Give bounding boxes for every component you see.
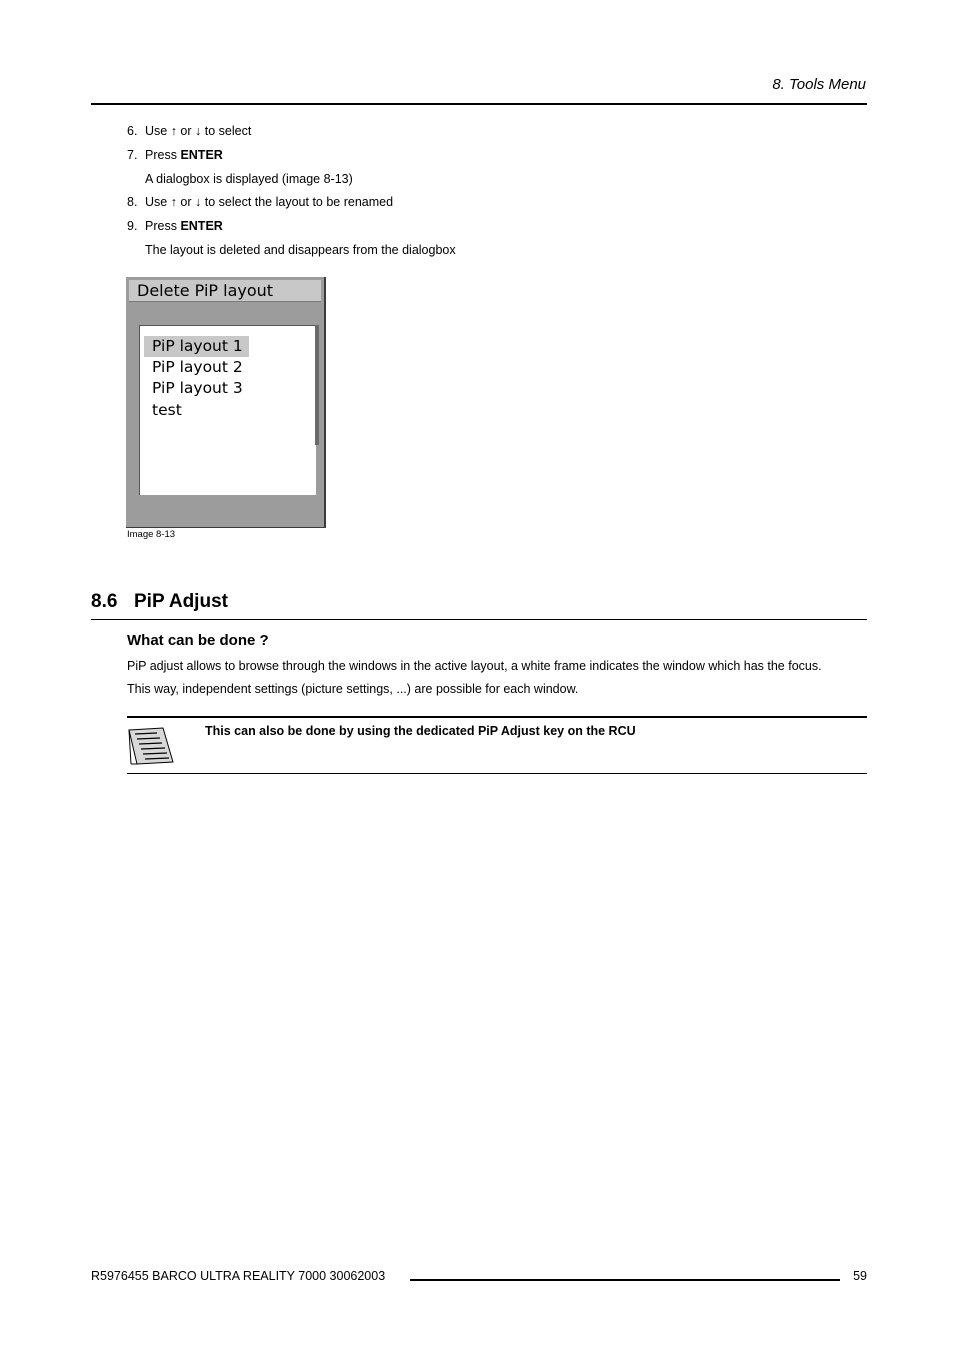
section-rule bbox=[91, 619, 867, 620]
step-text: Press bbox=[145, 147, 181, 162]
step-key: ENTER bbox=[180, 219, 223, 234]
step-number: 6. bbox=[127, 124, 138, 138]
note-text: This can also be done by using the dedicated PiP Adjust key on the RCU bbox=[205, 724, 636, 738]
dialog-scrollbar[interactable] bbox=[315, 325, 319, 445]
layout-list[interactable] bbox=[139, 325, 316, 495]
step-7-result: A dialogbox is displayed (image 8-13) bbox=[145, 171, 353, 186]
chapter-header: 8. Tools Menu bbox=[772, 76, 866, 93]
step-text: Press bbox=[145, 219, 181, 234]
section-title-text: PiP Adjust bbox=[134, 591, 228, 612]
paragraph-1: PiP adjust allows to browse through the windows in the active layout, a white frame indicates the window which has the focus. bbox=[127, 659, 822, 673]
image-caption: Image 8-13 bbox=[127, 529, 176, 540]
list-item-pip-layout-1[interactable]: PiP layout 1 bbox=[144, 336, 249, 357]
step-number: 8. bbox=[127, 195, 138, 210]
step-6 bbox=[127, 121, 456, 145]
footer-document-id: R5976455 BARCO ULTRA REALITY 7000 30062003 bbox=[91, 1269, 386, 1283]
footer-rule bbox=[410, 1279, 840, 1281]
page-number: 59 bbox=[853, 1269, 867, 1283]
list-item-test[interactable]: test bbox=[152, 401, 182, 419]
note-rule-bottom bbox=[127, 773, 867, 774]
delete-pip-layout-dialog bbox=[126, 277, 326, 528]
step-8 bbox=[127, 192, 456, 216]
step-number: 7. bbox=[127, 147, 138, 162]
subheading: What can be done ? bbox=[127, 632, 269, 649]
header-rule bbox=[91, 103, 867, 105]
paragraph-2: This way, independent settings (picture settings, ...) are possible for each window. bbox=[127, 682, 579, 696]
step-7 bbox=[127, 145, 456, 169]
step-text: Use ↑ or ↓ to select bbox=[145, 124, 252, 138]
section-title bbox=[91, 591, 228, 613]
step-9-result: The layout is deleted and disappears from the dialogbox bbox=[145, 242, 456, 257]
step-key: ENTER bbox=[180, 147, 223, 162]
list-item-pip-layout-2[interactable]: PiP layout 2 bbox=[152, 358, 243, 376]
dialog-title: Delete PiP layout bbox=[129, 280, 321, 302]
list-item-pip-layout-3[interactable]: PiP layout 3 bbox=[152, 379, 243, 397]
procedure-steps bbox=[127, 121, 456, 264]
section-number: 8.6 bbox=[91, 591, 118, 612]
step-9 bbox=[127, 216, 456, 240]
step-number: 9. bbox=[127, 219, 138, 234]
note-icon bbox=[127, 726, 175, 766]
note-rule-top bbox=[127, 716, 867, 718]
step-text: Use ↑ or ↓ to select the layout to be renamed bbox=[145, 195, 394, 210]
